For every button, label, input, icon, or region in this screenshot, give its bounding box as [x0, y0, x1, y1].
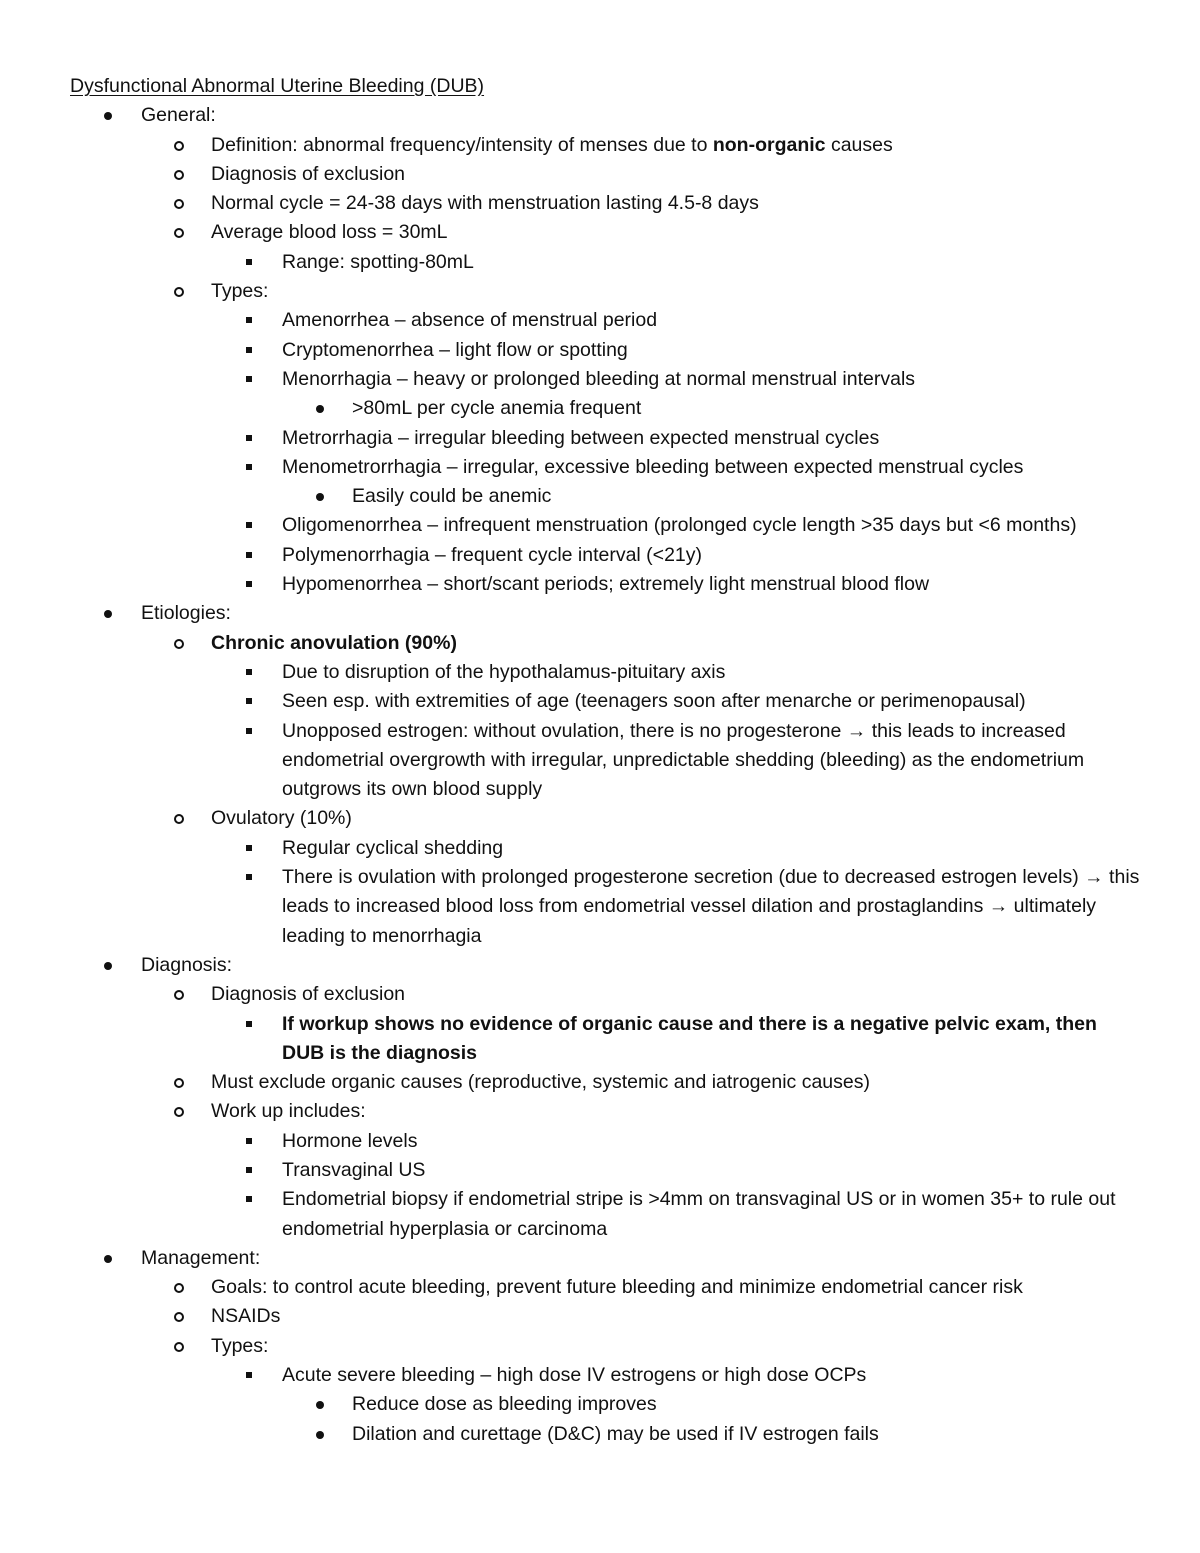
arrow-right-icon: →: [1084, 866, 1104, 889]
disc-bullet-icon: [316, 493, 324, 501]
document-title: Dysfunctional Abnormal Uterine Bleeding (DUB): [70, 75, 485, 97]
list-item: Range: spotting-80mL: [70, 248, 1140, 277]
list-item: Ovulatory (10%): [70, 804, 1140, 833]
square-bullet-icon: [246, 435, 252, 441]
list-item: Seen esp. with extremities of age (teenagers soon after menarche or perimenopausal): [70, 687, 1140, 716]
disc-bullet-icon: [316, 1431, 324, 1439]
circle-bullet-icon: [174, 199, 184, 209]
list-item: Due to disruption of the hypothalamus-pituitary axis: [70, 658, 1140, 687]
disc-bullet-icon: [104, 112, 112, 120]
circle-bullet-icon: [174, 170, 184, 180]
circle-bullet-icon: [174, 1312, 184, 1322]
list-item: Amenorrhea – absence of menstrual period: [70, 306, 1140, 335]
disc-bullet-icon: [104, 610, 112, 618]
circle-bullet-icon: [174, 814, 184, 824]
list-item: Reduce dose as bleeding improves: [70, 1390, 1140, 1419]
list-item: Goals: to control acute bleeding, prevent future bleeding and minimize endometrial cancer risk: [70, 1273, 1140, 1302]
square-bullet-icon: [246, 1167, 252, 1173]
disc-bullet-icon: [316, 405, 324, 413]
disc-bullet-icon: [104, 1255, 112, 1263]
document-page: [70, 72, 1140, 1449]
square-bullet-icon: [246, 464, 252, 470]
list-item: Work up includes:: [70, 1097, 1140, 1126]
circle-bullet-icon: [174, 639, 184, 649]
section-diagnosis: Diagnosis:: [70, 951, 1140, 980]
list-item: Hormone levels: [70, 1127, 1140, 1156]
list-item: Regular cyclical shedding: [70, 834, 1140, 863]
square-bullet-icon: [246, 1138, 252, 1144]
square-bullet-icon: [246, 1196, 252, 1202]
disc-bullet-icon: [104, 962, 112, 970]
circle-bullet-icon: [174, 1078, 184, 1088]
list-item: Hypomenorrhea – short/scant periods; extremely light menstrual blood flow: [70, 570, 1140, 599]
square-bullet-icon: [246, 669, 252, 675]
section-management: Management:: [70, 1244, 1140, 1273]
square-bullet-icon: [246, 1021, 252, 1027]
list-item: Cryptomenorrhea – light flow or spotting: [70, 336, 1140, 365]
square-bullet-icon: [246, 581, 252, 587]
square-bullet-icon: [246, 1372, 252, 1378]
arrow-right-icon: →: [988, 895, 1009, 918]
list-item: Chronic anovulation (90%): [70, 629, 1140, 658]
arrow-right-icon: →: [846, 719, 867, 742]
square-bullet-icon: [246, 874, 252, 880]
list-item: Polymenorrhagia – frequent cycle interval (<21y): [70, 541, 1140, 570]
section-general: General:: [70, 101, 1140, 130]
list-item: Menometrorrhagia – irregular, excessive bleeding between expected menstrual cycles: [70, 453, 1140, 482]
list-item: Metrorrhagia – irregular bleeding between expected menstrual cycles: [70, 424, 1140, 453]
circle-bullet-icon: [174, 1107, 184, 1117]
circle-bullet-icon: [174, 141, 184, 151]
list-item: Definition: abnormal frequency/intensity of menses due to non-organic causes: [70, 131, 1140, 160]
list-item: Dilation and curettage (D&C) may be used if IV estrogen fails: [70, 1420, 1140, 1449]
list-item: Types:: [70, 1332, 1140, 1361]
list-item: Diagnosis of exclusion: [70, 160, 1140, 189]
list-item: If workup shows no evidence of organic cause and there is a negative pelvic exam, then DUB is the diagnosis: [70, 1010, 1140, 1069]
square-bullet-icon: [246, 259, 252, 265]
list-item: Transvaginal US: [70, 1156, 1140, 1185]
list-item: Types:: [70, 277, 1140, 306]
circle-bullet-icon: [174, 287, 184, 297]
list-item: NSAIDs: [70, 1302, 1140, 1331]
square-bullet-icon: [246, 728, 252, 734]
list-item: >80mL per cycle anemia frequent: [70, 394, 1140, 423]
list-item: Diagnosis of exclusion: [70, 980, 1140, 1009]
list-item: Unopposed estrogen: without ovulation, there is no progesterone → this leads to increased endometrial overgrowth with irregular, unpredictable shedding (bleeding) as the endometrium outgrows its own blood supply: [70, 717, 1140, 805]
circle-bullet-icon: [174, 1283, 184, 1293]
list-item: Normal cycle = 24-38 days with menstruation lasting 4.5-8 days: [70, 189, 1140, 218]
list-item: Endometrial biopsy if endometrial stripe is >4mm on transvaginal US or in women 35+ to rule out endometrial hyperplasia or carcinoma: [70, 1185, 1140, 1244]
list-item: There is ovulation with prolonged progesterone secretion (due to decreased estrogen levels) → this leads to increased blood loss from endometrial vessel dilation and prostaglandins → ultimately leading to menorrhagia: [70, 863, 1140, 951]
square-bullet-icon: [246, 552, 252, 558]
square-bullet-icon: [246, 376, 252, 382]
list-item: Average blood loss = 30mL: [70, 218, 1140, 247]
outline: [70, 101, 1140, 1449]
list-item: Menorrhagia – heavy or prolonged bleeding at normal menstrual intervals: [70, 365, 1140, 394]
circle-bullet-icon: [174, 990, 184, 1000]
list-item: Must exclude organic causes (reproductive, systemic and iatrogenic causes): [70, 1068, 1140, 1097]
square-bullet-icon: [246, 845, 252, 851]
square-bullet-icon: [246, 317, 252, 323]
square-bullet-icon: [246, 522, 252, 528]
section-etiologies: Etiologies:: [70, 599, 1140, 628]
circle-bullet-icon: [174, 1342, 184, 1352]
circle-bullet-icon: [174, 228, 184, 238]
list-item: Easily could be anemic: [70, 482, 1140, 511]
disc-bullet-icon: [316, 1401, 324, 1409]
list-item: Acute severe bleeding – high dose IV estrogens or high dose OCPs: [70, 1361, 1140, 1390]
square-bullet-icon: [246, 347, 252, 353]
square-bullet-icon: [246, 698, 252, 704]
list-item: Oligomenorrhea – infrequent menstruation (prolonged cycle length >35 days but <6 months): [70, 511, 1140, 540]
